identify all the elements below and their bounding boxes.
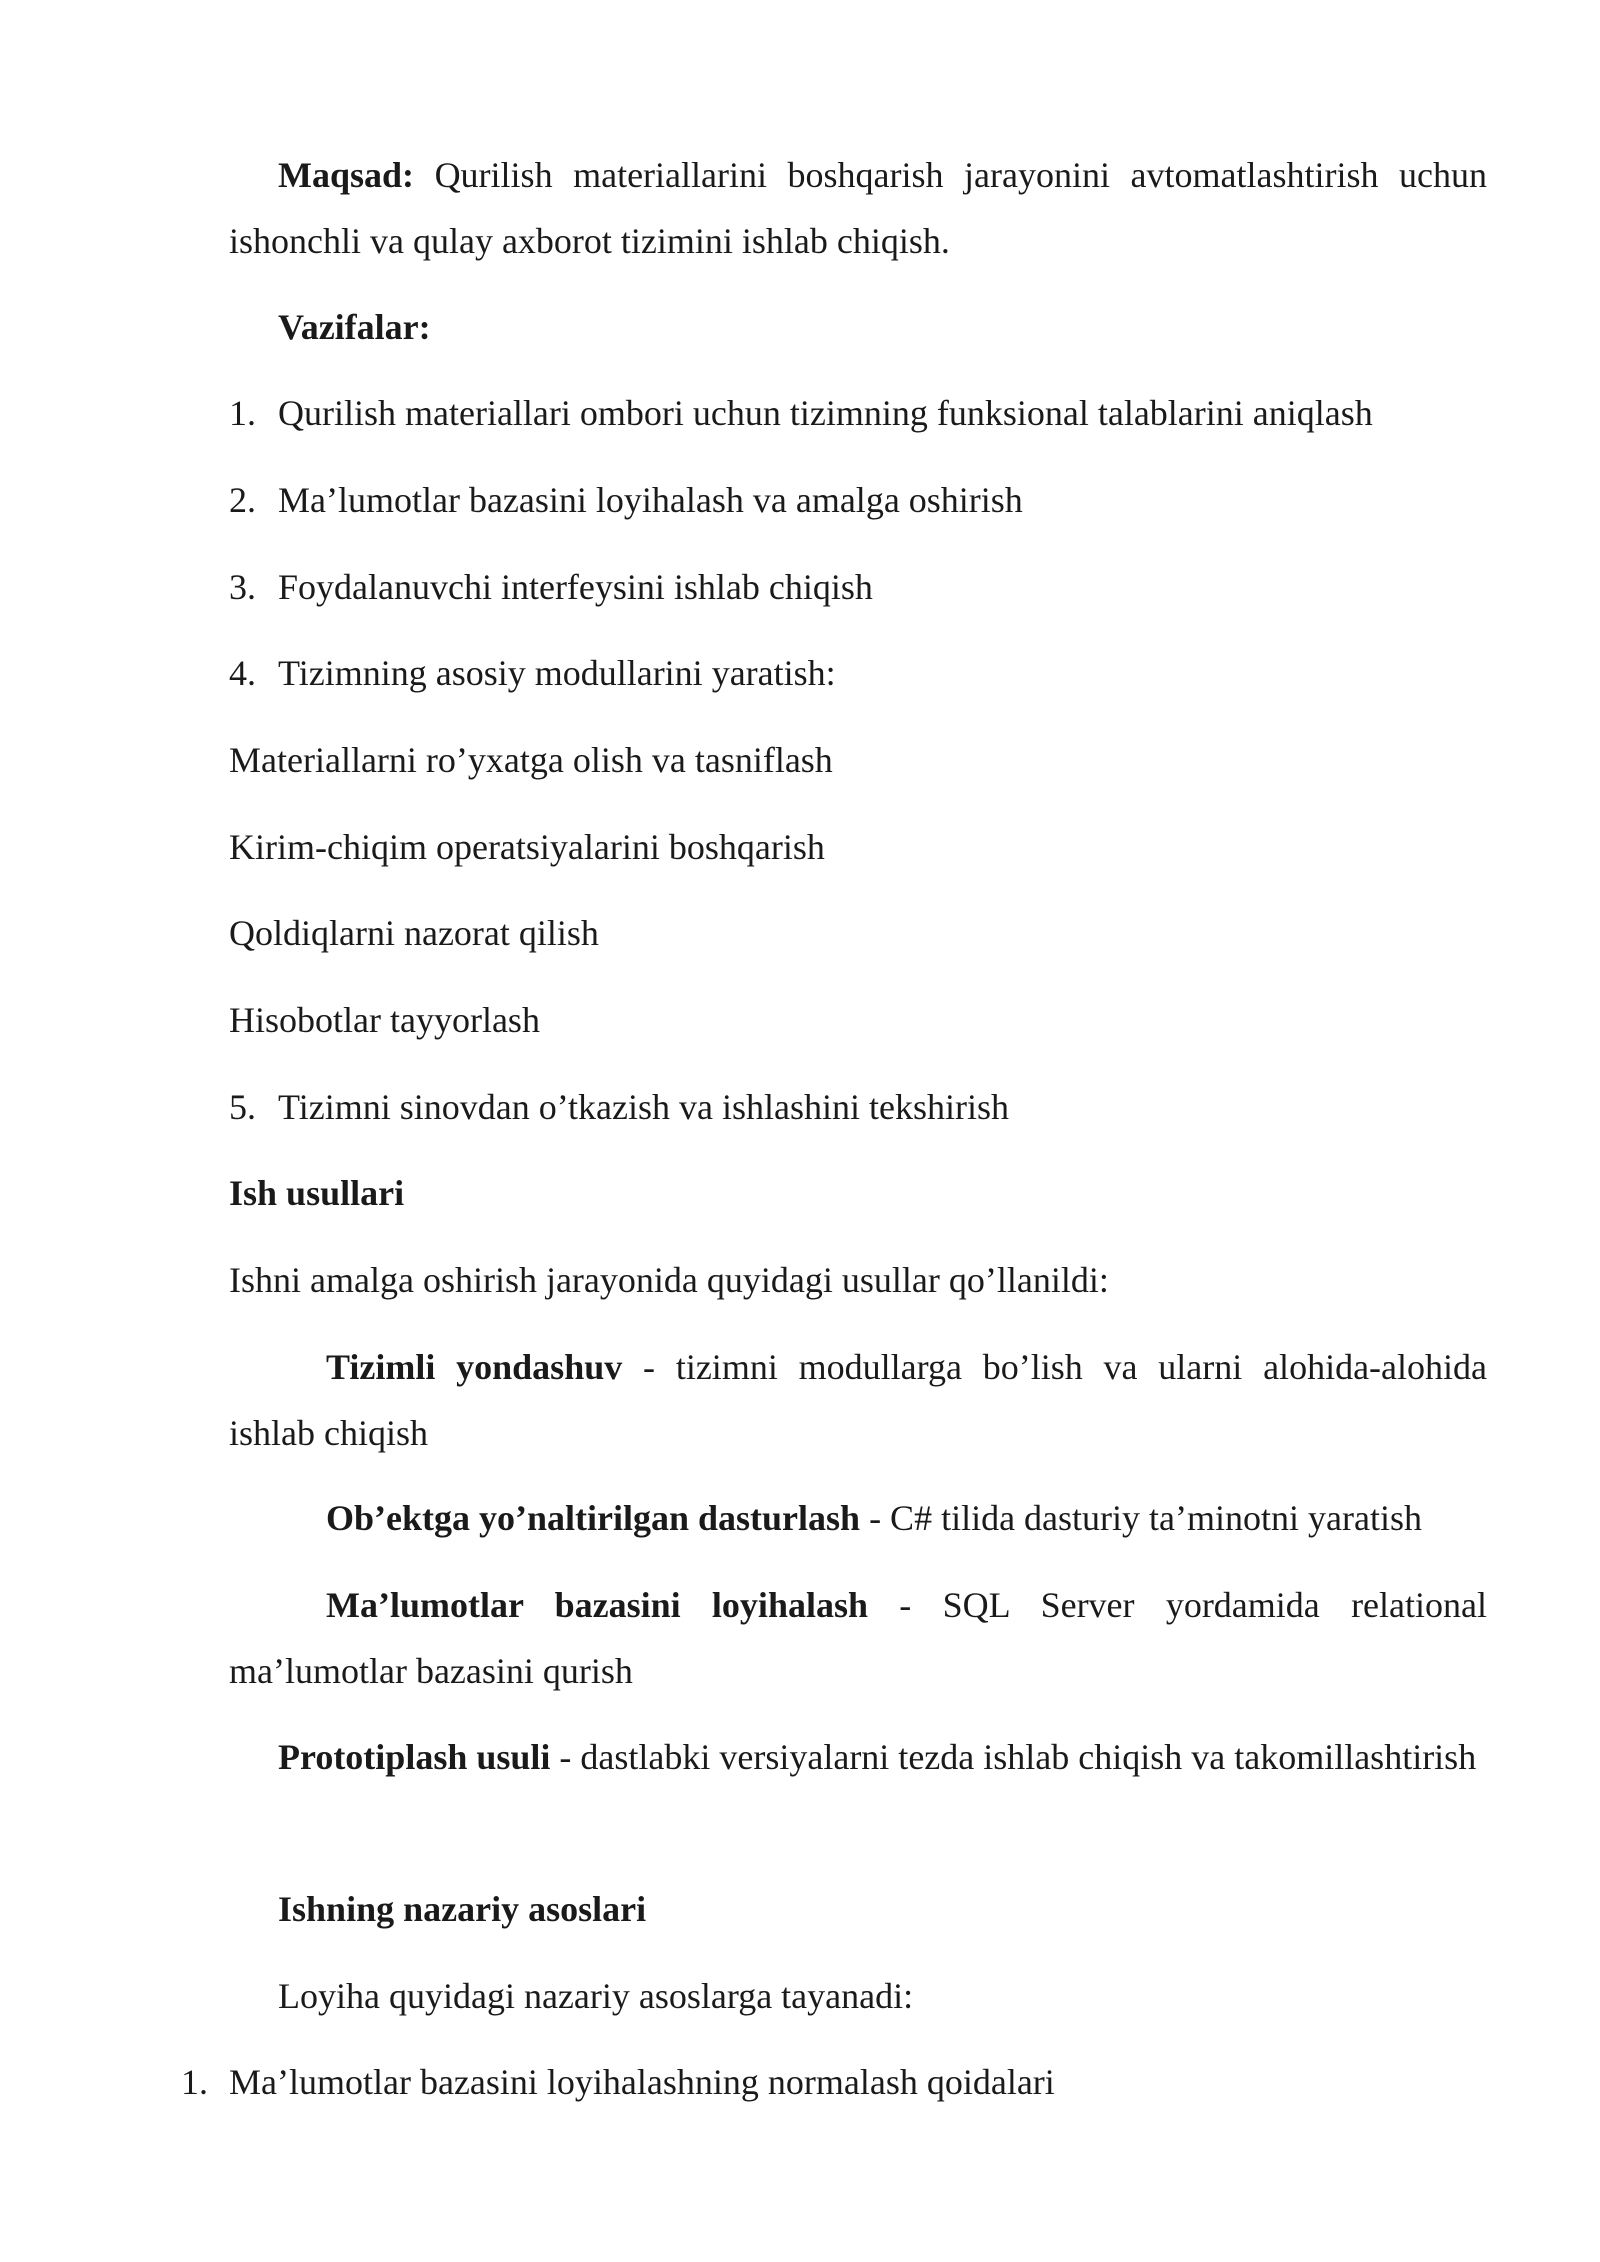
goal-label: Maqsad: (278, 155, 415, 195)
task-text: Qurilish materiallari ombori uchun tizimning funksional talablarini aniqlash (278, 393, 1373, 433)
theory-item-1 (181, 2049, 1487, 2115)
method-term: Prototiplash usuli (278, 1737, 551, 1777)
method-item (229, 1485, 1487, 1551)
method-item (229, 1334, 1487, 1466)
method-desc: - dastlabki versiyalarni tezda ishlab chiqish va takomillashtirish (550, 1737, 1477, 1777)
subtask-item: Materiallarni ro’yxatga olish va tasniflash (229, 740, 833, 780)
task-item-1 (229, 380, 1487, 446)
task-text: Ma’lumotlar bazasini loyihalash va amalga oshirish (278, 480, 1023, 520)
goal-text: Qurilish materiallarini boshqarish jarayonini avtomatlashtirish uchun ishonchli va qulay axborot tizimini ishlab chiqish. (229, 155, 1487, 261)
task-item-3 (229, 554, 1487, 620)
task-number: 2. (229, 480, 256, 520)
method-desc: - C# tilida dasturiy ta’minotni yaratish (860, 1498, 1422, 1538)
task-item-4 (229, 640, 1487, 706)
method-item (229, 1572, 1487, 1704)
theory-text: Ma’lumotlar bazasini loyihalashning normalash qoidalari (229, 2062, 1055, 2102)
task-text: Foydalanuvchi interfeysini ishlab chiqish (278, 567, 873, 607)
method-term: Ma’lumotlar bazasini loyihalash (326, 1585, 868, 1625)
subtask-item: Kirim-chiqim operatsiyalarini boshqarish (229, 827, 825, 867)
goal-paragraph (229, 142, 1487, 274)
task-number: 5. (229, 1087, 256, 1127)
task-text: Tizimning asosiy modullarini yaratish: (278, 653, 836, 693)
method-item (229, 1724, 1487, 1790)
task-number: 1. (229, 393, 256, 433)
task-number: 4. (229, 653, 256, 693)
method-term: Ob’ektga yo’naltirilgan dasturlash (326, 1498, 861, 1538)
theory-heading: Ishning nazariy asoslari (278, 1889, 647, 1929)
task-item-5 (229, 1074, 1487, 1140)
task-number: 3. (229, 567, 256, 607)
methods-heading: Ish usullari (229, 1173, 405, 1213)
subtask-item: Hisobotlar tayyorlash (229, 1000, 540, 1040)
theory-number: 1. (181, 2062, 208, 2102)
method-desc: - SQL Server yordamida relational ma’lumotlar bazasini qurish (229, 1585, 1488, 1691)
subtask-item: Qoldiqlarni nazorat qilish (229, 913, 599, 953)
method-term: Tizimli yondashuv (326, 1347, 623, 1387)
theory-intro: Loyiha quyidagi nazariy asoslarga tayanadi: (278, 1976, 914, 2016)
methods-intro: Ishni amalga oshirish jarayonida quyidagi usullar qo’llanildi: (229, 1260, 1109, 1300)
task-item-2 (229, 467, 1487, 533)
method-desc: - tizimni modullarga bo’lish va ularni alohida-alohida ishlab chiqish (229, 1347, 1487, 1453)
tasks-heading: Vazifalar: (278, 307, 431, 347)
task-text: Tizimni sinovdan o’tkazish va ishlashini tekshirish (278, 1087, 1009, 1127)
